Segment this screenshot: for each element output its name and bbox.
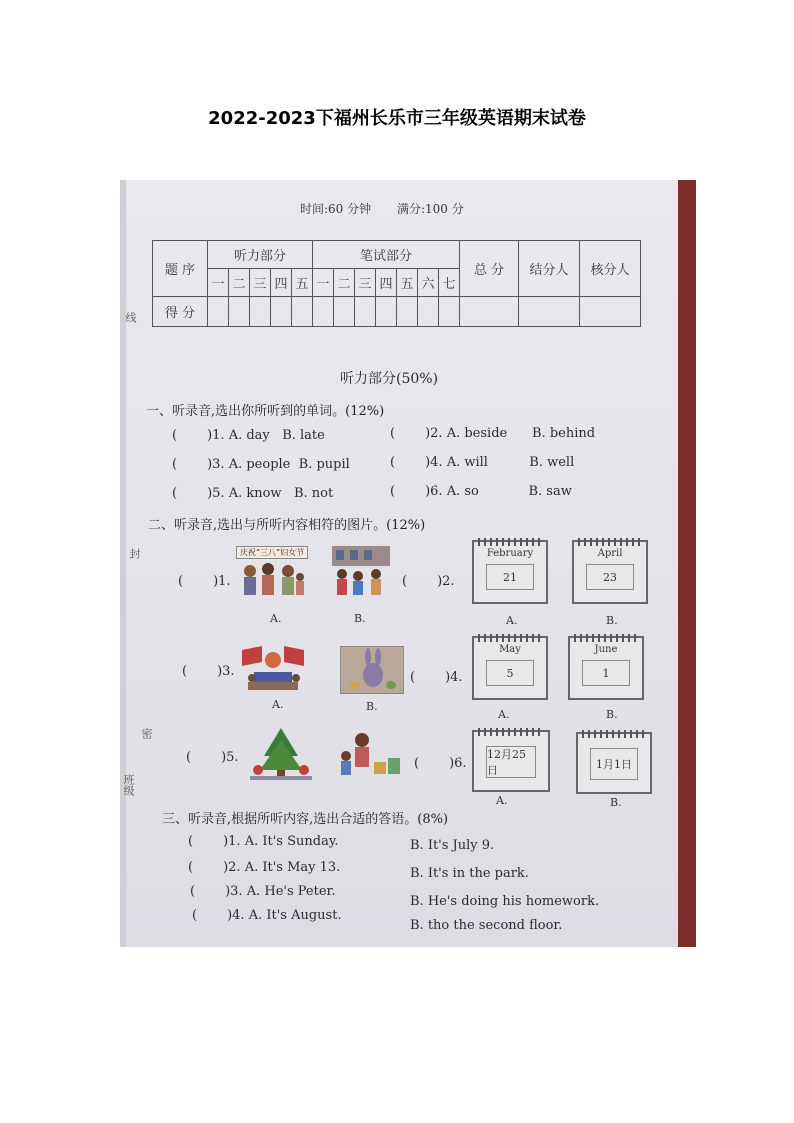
s3-item-4-b: B. tho the second floor.: [410, 918, 563, 933]
s2-q6-label-b: B.: [610, 796, 622, 809]
s3-item-3: ( )3. A. He's Peter.: [190, 884, 336, 899]
writing-col: 五: [397, 269, 418, 297]
scorer-header: 结分人: [519, 241, 580, 297]
score-cell: [250, 297, 271, 327]
s2-item-4: ( )4.: [410, 670, 463, 685]
s2-q4-label-a: A.: [498, 708, 510, 721]
score-cell: [580, 297, 641, 327]
row-label-order: 题 序: [153, 241, 208, 297]
people-group-icon: [236, 559, 308, 605]
s3-item-4: ( )4. A. It's August.: [192, 908, 342, 923]
score-cell: [313, 297, 334, 327]
calendar-month: June: [594, 644, 618, 655]
calendar-day: 23: [586, 564, 634, 590]
score-cell: [271, 297, 292, 327]
s2-q1-label-b: B.: [354, 612, 366, 625]
calendar-rings: [478, 538, 542, 546]
christmas-tree-icon: [248, 726, 314, 782]
section3-title: 三、听录音,根据所听内容,选出合适的答语。(8%): [162, 812, 449, 827]
score-cell: [208, 297, 229, 327]
listening-col: 三: [250, 269, 271, 297]
score-cell: [229, 297, 250, 327]
s2-q2-label-a: A.: [506, 614, 518, 627]
children-gifts-icon: [332, 730, 404, 782]
s2-q6-label-a: A.: [496, 794, 508, 807]
document-title: 2022-2023下福州长乐市三年级英语期末试卷: [208, 108, 586, 129]
calendar-rings: [578, 538, 642, 546]
s3-item-2-b: B. It's in the park.: [410, 866, 529, 881]
s1-item-6: ( )6. A. so B. saw: [390, 484, 572, 499]
listening-heading: 听力部分(50%): [340, 371, 439, 387]
binding-strip: [120, 180, 126, 947]
womens-day-picture: [236, 546, 308, 606]
s2-item-5: ( )5.: [186, 750, 239, 765]
listening-header: 听力部分: [208, 241, 313, 269]
calendar-month: May: [499, 644, 521, 655]
calendar-rings: [478, 634, 542, 642]
exam-full-score: 满分:100 分: [396, 202, 464, 216]
s3-item-1: ( )1. A. It's Sunday.: [188, 834, 339, 849]
calendar-new-year: [576, 732, 652, 794]
exam-photo: [120, 180, 696, 947]
s2-q3-label-a: A.: [272, 698, 284, 711]
listening-col: 一: [208, 269, 229, 297]
calendar-christmas: [472, 730, 550, 792]
side-mark-secret: 密: [140, 728, 153, 739]
calendar-date: 12月25日: [486, 746, 536, 778]
listening-col: 五: [292, 269, 313, 297]
calendar-day: 21: [486, 564, 534, 590]
womens-day-banner: 庆祝“三八”妇女节: [236, 546, 308, 559]
score-table: [152, 240, 641, 327]
calendar-april: [572, 540, 648, 604]
s2-q3-label-b: B.: [366, 700, 378, 713]
calendar-june: [568, 636, 644, 700]
christmas-picture: [248, 726, 314, 782]
calendar-month: April: [597, 548, 623, 559]
exam-meta: [300, 200, 486, 217]
s2-item-6: ( )6.: [414, 756, 467, 771]
writing-col: 三: [355, 269, 376, 297]
writing-col: 四: [376, 269, 397, 297]
s2-q1-label-a: A.: [270, 612, 282, 625]
family-picture: [328, 542, 394, 606]
family-house-icon: [328, 542, 394, 606]
score-cell: [376, 297, 397, 327]
writing-col: 二: [334, 269, 355, 297]
new-year-picture: [332, 730, 404, 782]
s1-item-5: ( )5. A. know B. not: [172, 486, 334, 501]
rabbit-icon: [341, 647, 403, 693]
s2-q2-label-b: B.: [606, 614, 618, 627]
section2-title: 二、听录音,选出与所听内容相符的图片。(12%): [148, 518, 426, 533]
score-row-label: 得 分: [153, 297, 208, 327]
s3-item-3-b: B. He's doing his homework.: [410, 894, 600, 909]
calendar-day: 5: [486, 660, 534, 686]
score-cell: [355, 297, 376, 327]
side-mark-line: 线: [124, 312, 137, 323]
calendar-rings: [582, 730, 646, 738]
score-cell: [292, 297, 313, 327]
s1-item-2: ( )2. A. beside B. behind: [390, 426, 596, 441]
score-cell: [460, 297, 519, 327]
s2-item-2: ( )2.: [402, 574, 455, 589]
s3-item-2: ( )2. A. It's May 13.: [188, 860, 341, 875]
s1-item-4: ( )4. A. will B. well: [390, 455, 575, 470]
calendar-rings: [478, 728, 544, 736]
exam-time: 时间:60 分钟: [300, 202, 372, 216]
listening-col: 四: [271, 269, 292, 297]
photo-edge: [678, 180, 696, 947]
listening-col: 二: [229, 269, 250, 297]
s1-item-3: ( )3. A. people B. pupil: [172, 457, 350, 472]
s2-item-1: ( )1.: [178, 574, 231, 589]
score-cell: [334, 297, 355, 327]
score-cell: [519, 297, 580, 327]
writing-header: 笔试部分: [313, 241, 460, 269]
s3-item-1-b: B. It's July 9.: [410, 838, 495, 853]
writing-col: 七: [439, 269, 460, 297]
checker-header: 核分人: [580, 241, 641, 297]
side-mark-class: 班级: [122, 774, 135, 796]
celebration-flags-icon: [238, 644, 308, 694]
s2-item-3: ( )3.: [182, 664, 235, 679]
total-header: 总 分: [460, 241, 519, 297]
national-day-picture: [238, 644, 308, 694]
score-cell: [397, 297, 418, 327]
calendar-month: February: [486, 548, 534, 559]
calendar-date: 1月1日: [590, 748, 638, 780]
side-mark-seal: 封: [128, 548, 141, 559]
writing-col: 一: [313, 269, 334, 297]
writing-col: 六: [418, 269, 439, 297]
calendar-day: 1: [582, 660, 630, 686]
s2-q4-label-b: B.: [606, 708, 618, 721]
s1-item-1: ( )1. A. day B. late: [172, 428, 325, 443]
score-cell: [418, 297, 439, 327]
calendar-rings: [574, 634, 638, 642]
calendar-february: [472, 540, 548, 604]
calendar-may: [472, 636, 548, 700]
score-cell: [439, 297, 460, 327]
easter-rabbit-picture: [340, 646, 404, 694]
section1-title: 一、听录音,选出你所听到的单词。(12%): [146, 404, 385, 419]
